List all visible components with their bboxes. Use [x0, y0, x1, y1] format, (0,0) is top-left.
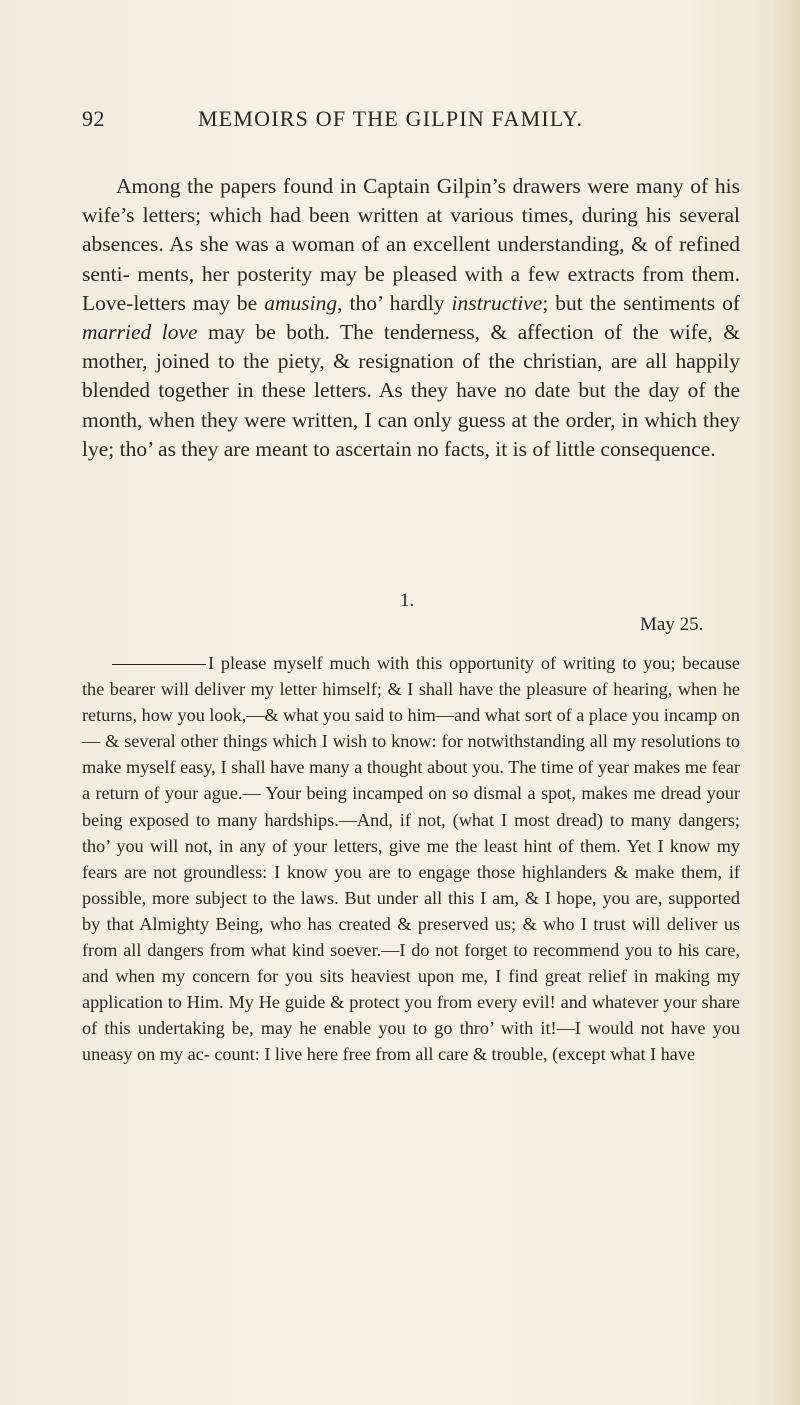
intro-text: may be both. The tenderness, & affection of the wife, & mother, joined to the piety, & resignation of the christian, are all happily blended together in these letters. As they have no date but the day of the month, when they were written, I can only guess at the order, in which they lye; tho’ as they are meant to ascertain no facts, it is of little consequence.	[82, 320, 740, 461]
intro-emphasis-amusing: amusing	[264, 290, 338, 315]
intro-text: Among the papers found in Captain Gilpin’s drawers were many of his wife’s letters; which had been written at various times, during his several absences. As she was a woman of an excellent understanding, & of refined senti- ments, her posterity may be pleased with a few extracts from them. Love-letters may be	[82, 174, 740, 315]
opening-dash	[112, 664, 206, 665]
letter-date: May 25.	[640, 614, 704, 635]
intro-text: ; but the sentiments of	[542, 290, 740, 315]
letter-body	[82, 650, 740, 1068]
letter-text: I please myself much with this opportunity of writing to you; because the bearer will deliver my letter himself; & I shall have the pleasure of hearing, when he returns, how you look,—& what you said to him—and what sort of a place you incamp on— & several other things which I wish to know: for notwithstanding all my resolutions to make myself easy, I shall have many a thought about you. The time of year makes me fear a return of your ague.— Your being incamped on so dismal a spot, makes me dread your being exposed to many hardships.—And, if not, (what I most dread) to many dangers; tho’ you will not, in any of your letters, give me the least hint of them. Yet I know my fears are not groundless: I know you are to engage those highlanders & make them, if possible, more subject to the laws. But under all this I am, & I hope, you are, supported by that Almighty Being, who has created & preserved us; & who I trust will deliver us from all dangers from what kind soever.—I do not forget to recommend you to his care, and when my concern for you sits heaviest upon me, I find great relief in making my application to Him. My He guide & protect you from every evil! and whatever your share of this undertaking be, may he enable you to go thro’ with it!—I would not have you uneasy on my ac- count: I live here free from all care & trouble, (except what I have	[82, 653, 740, 1065]
page-number: 92	[82, 106, 105, 131]
page-edge-shadow	[772, 0, 800, 1405]
page-header	[82, 106, 722, 140]
letter-number: 1.	[400, 590, 415, 611]
intro-text: , tho’ hardly	[337, 290, 452, 315]
intro-paragraph	[82, 172, 740, 464]
running-head: MEMOIRS OF THE GILPIN FAMILY.	[198, 106, 584, 131]
intro-emphasis-married-love: married love	[82, 320, 198, 345]
intro-emphasis-instructive: instructive	[451, 290, 543, 315]
